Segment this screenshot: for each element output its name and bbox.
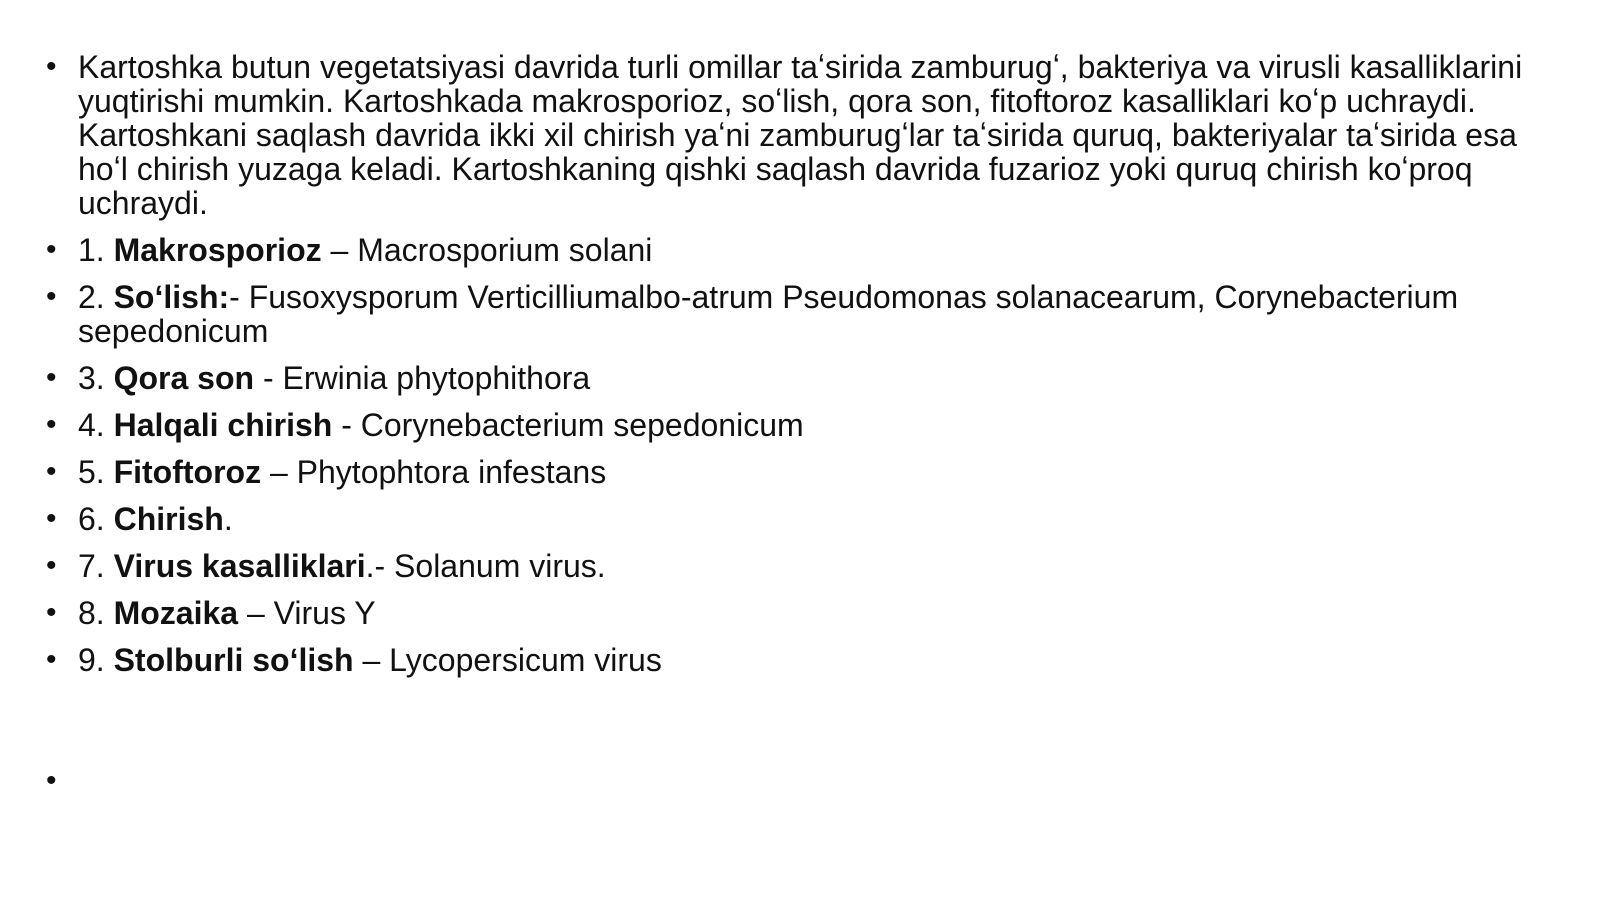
list-item [46, 408, 1556, 442]
item-number: 4. [78, 407, 114, 443]
item-description: – Lycopersicum virus [353, 642, 662, 678]
bullet-dot-icon: • [46, 280, 57, 313]
bullet-dot-icon: • [46, 408, 57, 441]
list-item [46, 280, 1556, 348]
item-term: Qora son [113, 360, 255, 396]
item-number: 5. [78, 454, 114, 490]
item-description: .- Solanum virus. [365, 548, 606, 584]
list-item [46, 549, 1556, 583]
item-term: Fitoftoroz [113, 454, 262, 490]
bullet-dot-icon: • [46, 764, 57, 797]
item-description: – Macrosporium solani [321, 232, 653, 268]
item-number: 8. [78, 595, 114, 631]
item-term: Chirish [113, 501, 224, 537]
bullet-dot-icon: • [46, 643, 57, 676]
item-number: 1. [78, 232, 114, 268]
item-term: Stolburli soʻlish [113, 642, 354, 678]
item-number: 6. [78, 501, 114, 537]
item-description: - Fusoxysporum Verticilliumalbo-atrum Pseudomonas solanacearum, Corynebacterium sepedonicum [78, 279, 1459, 349]
bullet-dot-icon: • [46, 502, 57, 535]
list-item-intro [46, 50, 1556, 220]
intro-text: Kartoshka butun vegetatsiyasi davrida turli omillar taʻsirida zamburugʻ, bakteriya va virusli kasalliklarini yuqtirishi mumkin. Kartoshkada makrosporioz, soʻlish, qora son, fitoftoroz kasalliklari koʻp uchraydi. Kartoshkani saqlash davrida ikki xil chirish yaʻni zamburugʻlar taʻsirida quruq, bakteriyalar taʻsirida esa hoʻl chirish yuzaga keladi. Kartoshkaning qishki saqlash davrida fuzarioz yoki quruq chirish koʻproq uchraydi. [78, 49, 1523, 221]
item-description: - Corynebacterium sepedonicum [332, 407, 804, 443]
item-number: 3. [78, 360, 114, 396]
empty-list-item [46, 764, 76, 798]
item-number: 9. [78, 642, 114, 678]
list-item [46, 643, 1556, 677]
item-term: Virus kasalliklari [113, 548, 366, 584]
item-description: - Erwinia phytophithora [254, 360, 591, 396]
item-term: Makrosporioz [113, 232, 322, 268]
list-item [46, 502, 1556, 536]
item-term: Halqali chirish [113, 407, 333, 443]
item-number: 7. [78, 548, 114, 584]
list-item [46, 361, 1556, 395]
item-term: Mozaika [113, 595, 239, 631]
item-description: . [223, 501, 233, 537]
bullet-dot-icon: • [46, 596, 57, 629]
list-item [46, 596, 1556, 630]
list-item [46, 455, 1556, 489]
item-term: Soʻlish: [113, 279, 230, 315]
bullet-dot-icon: • [46, 233, 57, 266]
bullet-list [46, 50, 1556, 690]
item-description: – Virus Y [238, 595, 376, 631]
bullet-dot-icon: • [46, 455, 57, 488]
bullet-dot-icon: • [46, 549, 57, 582]
list-item [46, 233, 1556, 267]
item-number: 2. [78, 279, 114, 315]
bullet-dot-icon: • [46, 361, 57, 394]
item-description: – Phytophtora infestans [261, 454, 607, 490]
bullet-dot-icon: • [46, 50, 57, 83]
